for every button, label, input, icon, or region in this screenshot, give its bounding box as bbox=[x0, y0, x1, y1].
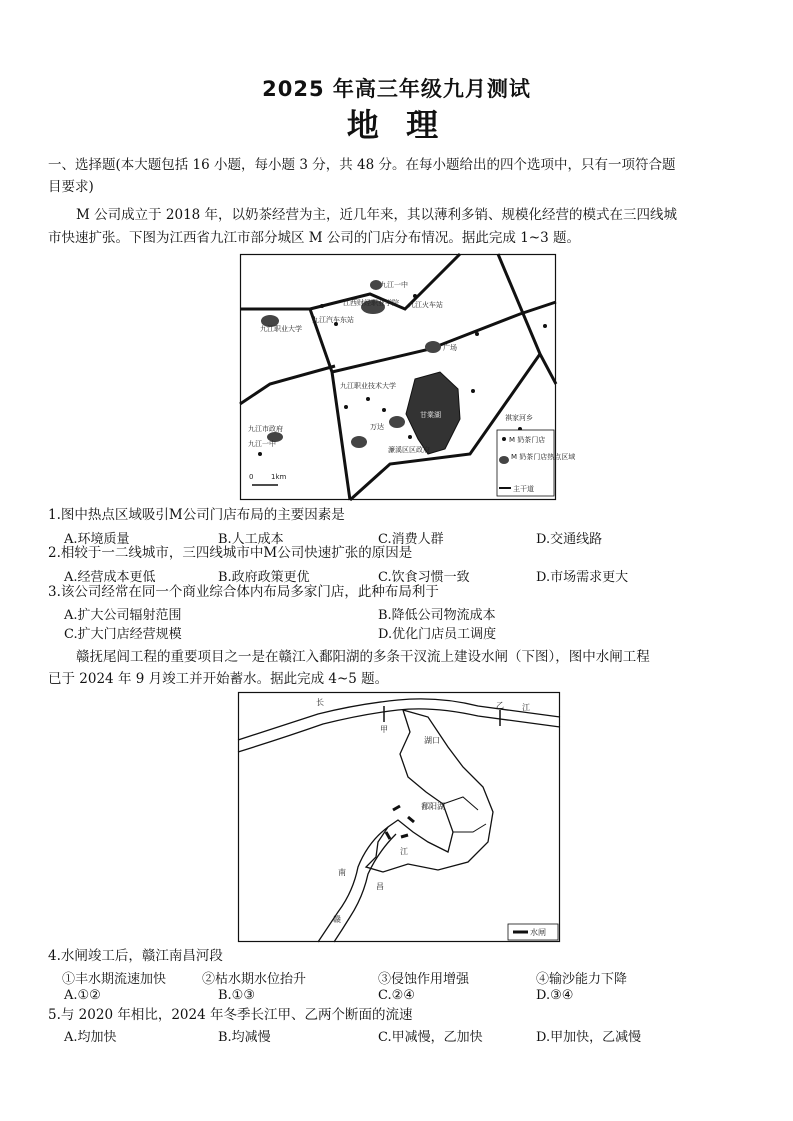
q1-option-c[interactable]: C.消费人群 bbox=[378, 532, 444, 547]
label-chang: 长 bbox=[316, 698, 324, 707]
q4-statement-3: ③侵蚀作用增强 bbox=[378, 972, 470, 987]
q1-option-d[interactable]: D.交通线路 bbox=[536, 532, 603, 547]
label-nan: 南 bbox=[338, 868, 346, 877]
q5-option-d[interactable]: D.甲加快，乙减慢 bbox=[536, 1030, 642, 1045]
label-gantang-lake: 甘棠湖 bbox=[420, 411, 441, 419]
passage1-line1: M 公司成立于 2018 年，以奶茶经营为主，近几年来，其以薄利多销、规模化经营的模式在三四线城 bbox=[76, 207, 678, 223]
q2-stem: 2.相较于一二线城市，三四线城市中M公司快速扩张的原因是 bbox=[48, 545, 413, 561]
legend-store: M 奶茶门店 bbox=[509, 436, 546, 444]
sluice-map bbox=[238, 692, 560, 942]
label-bus-station: 九江汽车东站 bbox=[312, 316, 354, 324]
q5-option-a[interactable]: A.均加快 bbox=[64, 1030, 117, 1045]
q5-option-b[interactable]: B.均减慢 bbox=[218, 1030, 271, 1045]
label-city-government: 九江市政府 bbox=[248, 425, 283, 433]
legend-road: 主干道 bbox=[513, 485, 534, 493]
q3-option-c[interactable]: C.扩大门店经营规模 bbox=[64, 627, 182, 642]
q3-stem: 3.该公司经常在同一个商业综合体内布局多家门店，此种布局利于 bbox=[48, 584, 439, 600]
passage2-line1: 赣抚尾闾工程的重要项目之一是在赣江入鄱阳湖的多条干汊流上建设水闸（下图），图中水闸工程 bbox=[76, 649, 650, 665]
label-jiujiang-college: 九江职业大学 bbox=[260, 325, 302, 333]
legend-hotspot: M 奶茶门店热点区域 bbox=[511, 453, 576, 461]
q5-option-c[interactable]: C.甲减慢，乙加快 bbox=[378, 1030, 483, 1045]
passage2-line2: 已于 2024 年 9 月竣工并开始蓄水。据此完成 4~5 题。 bbox=[48, 671, 389, 687]
q4-option-b[interactable]: B.①③ bbox=[218, 988, 255, 1003]
label-tech-university: 九江职业技术大学 bbox=[340, 382, 396, 390]
q2-option-c[interactable]: C.饮食习惯一致 bbox=[378, 570, 470, 585]
q1-option-a[interactable]: A.环境质量 bbox=[64, 532, 130, 547]
q2-option-b[interactable]: B.政府政策更优 bbox=[218, 570, 310, 585]
q4-statement-1: ①丰水期流速加快 bbox=[62, 972, 167, 987]
q4-option-a[interactable]: A.①② bbox=[64, 988, 101, 1003]
label-no1-middle: 九江一中 bbox=[380, 281, 408, 289]
exam-title: 2025 年高三年级九月测试 bbox=[262, 77, 531, 101]
legend-sluice: 水闸 bbox=[530, 928, 546, 937]
label-lianxi-government: 濂溪区区政府 bbox=[388, 446, 430, 454]
q4-stem: 4.水闸竣工后，赣江南昌河段 bbox=[48, 948, 223, 964]
label-yi: 乙 bbox=[496, 701, 504, 710]
section-heading-line1: 一、选择题(本大题包括 16 小题，每小题 3 分，共 48 分。在每小题给出的四个选项中，只有一项符合题 bbox=[48, 157, 676, 173]
subject-title: 地 理 bbox=[346, 106, 447, 144]
q4-statement-4: ④输沙能力下降 bbox=[536, 972, 628, 987]
label-chang2: 昌 bbox=[376, 882, 384, 891]
store-distribution-map bbox=[240, 254, 576, 500]
q1-option-b[interactable]: B.人工成本 bbox=[218, 532, 284, 547]
label-qiyang: 祺家河乡 bbox=[505, 414, 533, 422]
q5-stem: 5.与 2020 年相比，2024 年冬季长江甲、乙两个断面的流速 bbox=[48, 1007, 413, 1023]
section-heading-line2: 目要求) bbox=[48, 179, 94, 195]
scale-zero: 0 bbox=[249, 473, 254, 481]
q3-option-a[interactable]: A.扩大公司辐射范围 bbox=[64, 608, 182, 623]
q3-option-b[interactable]: B.降低公司物流成本 bbox=[378, 608, 496, 623]
scale-km: 1km bbox=[271, 473, 287, 481]
label-wanda: 万达 bbox=[370, 423, 384, 431]
label-train-station: 九江火车站 bbox=[408, 301, 443, 309]
q2-option-a[interactable]: A.经营成本更低 bbox=[64, 570, 156, 585]
label-jiang2: 江 bbox=[400, 847, 408, 856]
label-jia: 甲 bbox=[380, 725, 388, 734]
label-jiang: 江 bbox=[522, 703, 530, 712]
label-jiangxi-finance: 江西财经职业学院 bbox=[343, 299, 399, 307]
q3-option-d[interactable]: D.优化门店员工调度 bbox=[378, 627, 497, 642]
passage1-line2: 市快速扩张。下图为江西省九江市部分城区 M 公司的门店分布情况。据此完成 1~3 题。 bbox=[48, 230, 580, 246]
q4-statement-2: ②枯水期水位抬升 bbox=[202, 972, 307, 987]
label-jiujiang-school: 九江一中 bbox=[248, 440, 276, 448]
q1-stem: 1.图中热点区域吸引M公司门店布局的主要因素是 bbox=[48, 507, 345, 523]
q4-option-d[interactable]: D.③④ bbox=[536, 988, 574, 1003]
q2-option-d[interactable]: D.市场需求更大 bbox=[536, 570, 629, 585]
label-hukou: 湖口 bbox=[424, 736, 440, 745]
q4-option-c[interactable]: C.②④ bbox=[378, 988, 415, 1003]
label-square: 广场 bbox=[443, 344, 457, 352]
label-poyang: 鄱阳湖 bbox=[421, 802, 445, 811]
label-gan: 赣 bbox=[333, 915, 341, 924]
